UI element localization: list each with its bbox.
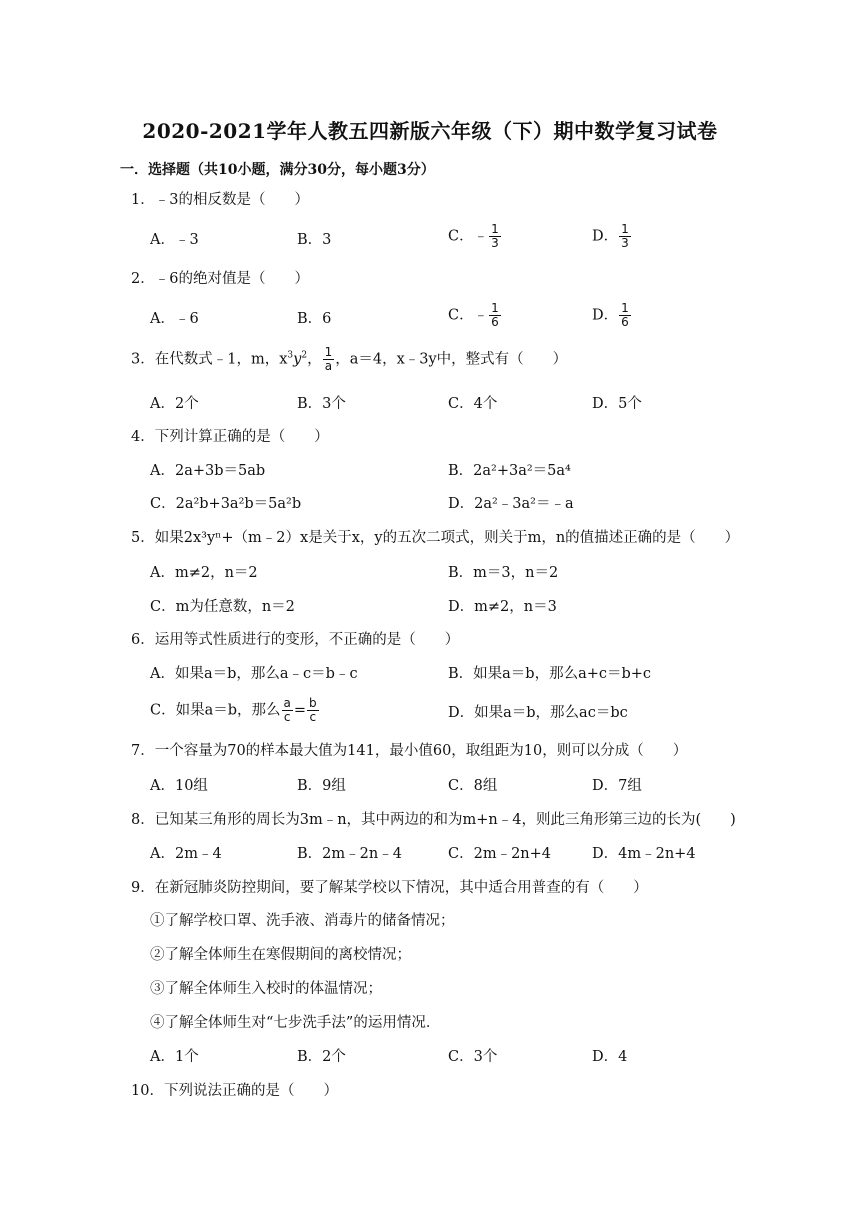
option-label: D．	[592, 228, 619, 245]
q1-option-d	[592, 223, 632, 250]
q5-option-d: D．m≠2，n＝3	[448, 599, 557, 615]
stem-part: 3．在代数式﹣1，m，x	[131, 351, 288, 368]
q9-option-a: A．1个	[150, 1049, 199, 1065]
q4-option-c: C．2a²b+3a²b＝5a²b	[150, 496, 302, 512]
q8-option-a: A．2m﹣4	[150, 846, 222, 862]
q3-option-c: C．4个	[448, 396, 498, 412]
q7-option-c: C．8组	[448, 778, 498, 794]
question-5: 5．如果2x³yⁿ+（m﹣2）x是关于x，y的五次二项式，则关于m，n的值描述正确的是（ ）	[131, 530, 740, 546]
q2-option-a: A．﹣6	[150, 311, 199, 327]
option-label: C．如果a＝b，那么	[150, 702, 281, 719]
option-label: C．﹣	[448, 307, 489, 324]
q7-option-b: B．9组	[297, 778, 346, 794]
q2-option-c	[448, 302, 502, 329]
denominator: a	[324, 359, 333, 373]
q9-item-4: ④了解全体师生对“七步洗手法”的运用情况．	[150, 1015, 441, 1031]
q4-option-b: B．2a²+3a²＝5a⁴	[448, 463, 571, 479]
section-heading: 一．选择题（共10小题，满分30分，每小题3分）	[120, 162, 435, 178]
q1-option-a: A．﹣3	[150, 232, 199, 248]
numerator: 1	[324, 345, 333, 359]
option-label: C．	[448, 228, 474, 245]
exponent: 2	[301, 350, 308, 361]
q9-option-b: B．2个	[297, 1049, 346, 1065]
numerator: 1	[621, 222, 629, 236]
q5-option-a: A．m≠2，n＝2	[150, 565, 258, 581]
q3-option-b: B．3个	[297, 396, 346, 412]
page-title: 2020-2021学年人教五四新版六年级（下）期中数学复习试卷	[142, 119, 718, 143]
question-1: 1．﹣3的相反数是（ ）	[131, 192, 309, 208]
question-2: 2．﹣6的绝对值是（ ）	[131, 271, 309, 287]
q6-option-a: A．如果a＝b，那么a﹣c＝b﹣c	[150, 666, 358, 682]
q8-option-b: B．2m﹣2n﹣4	[297, 846, 402, 862]
q4-option-d: D．2a²﹣3a²＝﹣a	[448, 496, 574, 512]
q5-option-c: C．m为任意数，n＝2	[150, 599, 295, 615]
q9-option-d: D．4	[592, 1049, 628, 1065]
exponent: 3	[287, 350, 294, 361]
q7-option-a: A．10组	[150, 778, 208, 794]
q9-item-1: ①了解学校口罩、洗手液、消毒片的储备情况；	[150, 913, 455, 929]
question-10: 10．下列说法正确的是（ ）	[131, 1083, 338, 1099]
minus-sign: ﹣	[473, 228, 489, 245]
q1-option-b: B．3	[297, 232, 332, 248]
q4-option-a: A．2a+3b＝5ab	[150, 463, 266, 479]
question-9: 9．在新冠肺炎防控期间，要了解某学校以下情况，其中适合用普查的有（ ）	[131, 880, 648, 896]
fraction	[282, 697, 293, 724]
q1-option-c	[448, 223, 502, 250]
denominator: 6	[621, 315, 629, 329]
q9-item-2: ②了解全体师生在寒假期间的离校情况；	[150, 947, 411, 963]
q9-option-c: C．3个	[448, 1049, 498, 1065]
numerator: 1	[621, 301, 629, 315]
fraction	[619, 223, 631, 250]
question-4: 4．下列计算正确的是（ ）	[131, 429, 329, 445]
denominator: 3	[491, 236, 499, 250]
q8-option-d: D．4m﹣2n+4	[592, 846, 696, 862]
stem-part: ，a＝4，x﹣3y中，整式有（ ）	[335, 351, 568, 368]
q2-option-d	[592, 302, 632, 329]
option-label: D．	[592, 307, 619, 324]
question-7: 7．一个容量为70的样本最大值为141，最小值60，取组距为10，则可以分成（ ）	[131, 743, 688, 759]
numerator: 1	[491, 301, 499, 315]
q6-option-c	[150, 697, 320, 724]
q3-option-a: A．2个	[150, 396, 199, 412]
fraction	[619, 302, 631, 329]
fraction	[489, 223, 501, 250]
q9-item-3: ③了解全体师生入校时的体温情况；	[150, 981, 382, 997]
q5-option-b: B．m＝3，n＝2	[448, 565, 559, 581]
question-8: 8．已知某三角形的周长为3m﹣n，其中两边的和为m+n﹣4，则此三角形第三边的长为( )	[131, 812, 736, 828]
equals-sign: =	[293, 702, 307, 719]
denominator: 3	[621, 236, 629, 250]
denominator: 6	[491, 315, 499, 329]
q3-option-d: D．5个	[592, 396, 642, 412]
denominator: c	[309, 710, 317, 724]
variable: y	[293, 351, 302, 368]
fraction	[489, 302, 501, 329]
numerator: 1	[491, 222, 499, 236]
question-3	[131, 346, 567, 373]
denominator: c	[283, 710, 291, 724]
question-6: 6．运用等式性质进行的变形，不正确的是（ ）	[131, 632, 460, 648]
fraction	[307, 697, 319, 724]
q6-option-d: D．如果a＝b，那么ac＝bc	[448, 705, 628, 721]
numerator: a	[283, 696, 291, 710]
fraction	[323, 346, 335, 373]
q8-option-c: C．2m﹣2n+4	[448, 846, 552, 862]
numerator: b	[309, 696, 317, 710]
q6-option-b: B．如果a＝b，那么a+c＝b+c	[448, 666, 652, 682]
comma: ，	[307, 351, 322, 368]
q7-option-d: D．7组	[592, 778, 642, 794]
q2-option-b: B．6	[297, 311, 332, 327]
